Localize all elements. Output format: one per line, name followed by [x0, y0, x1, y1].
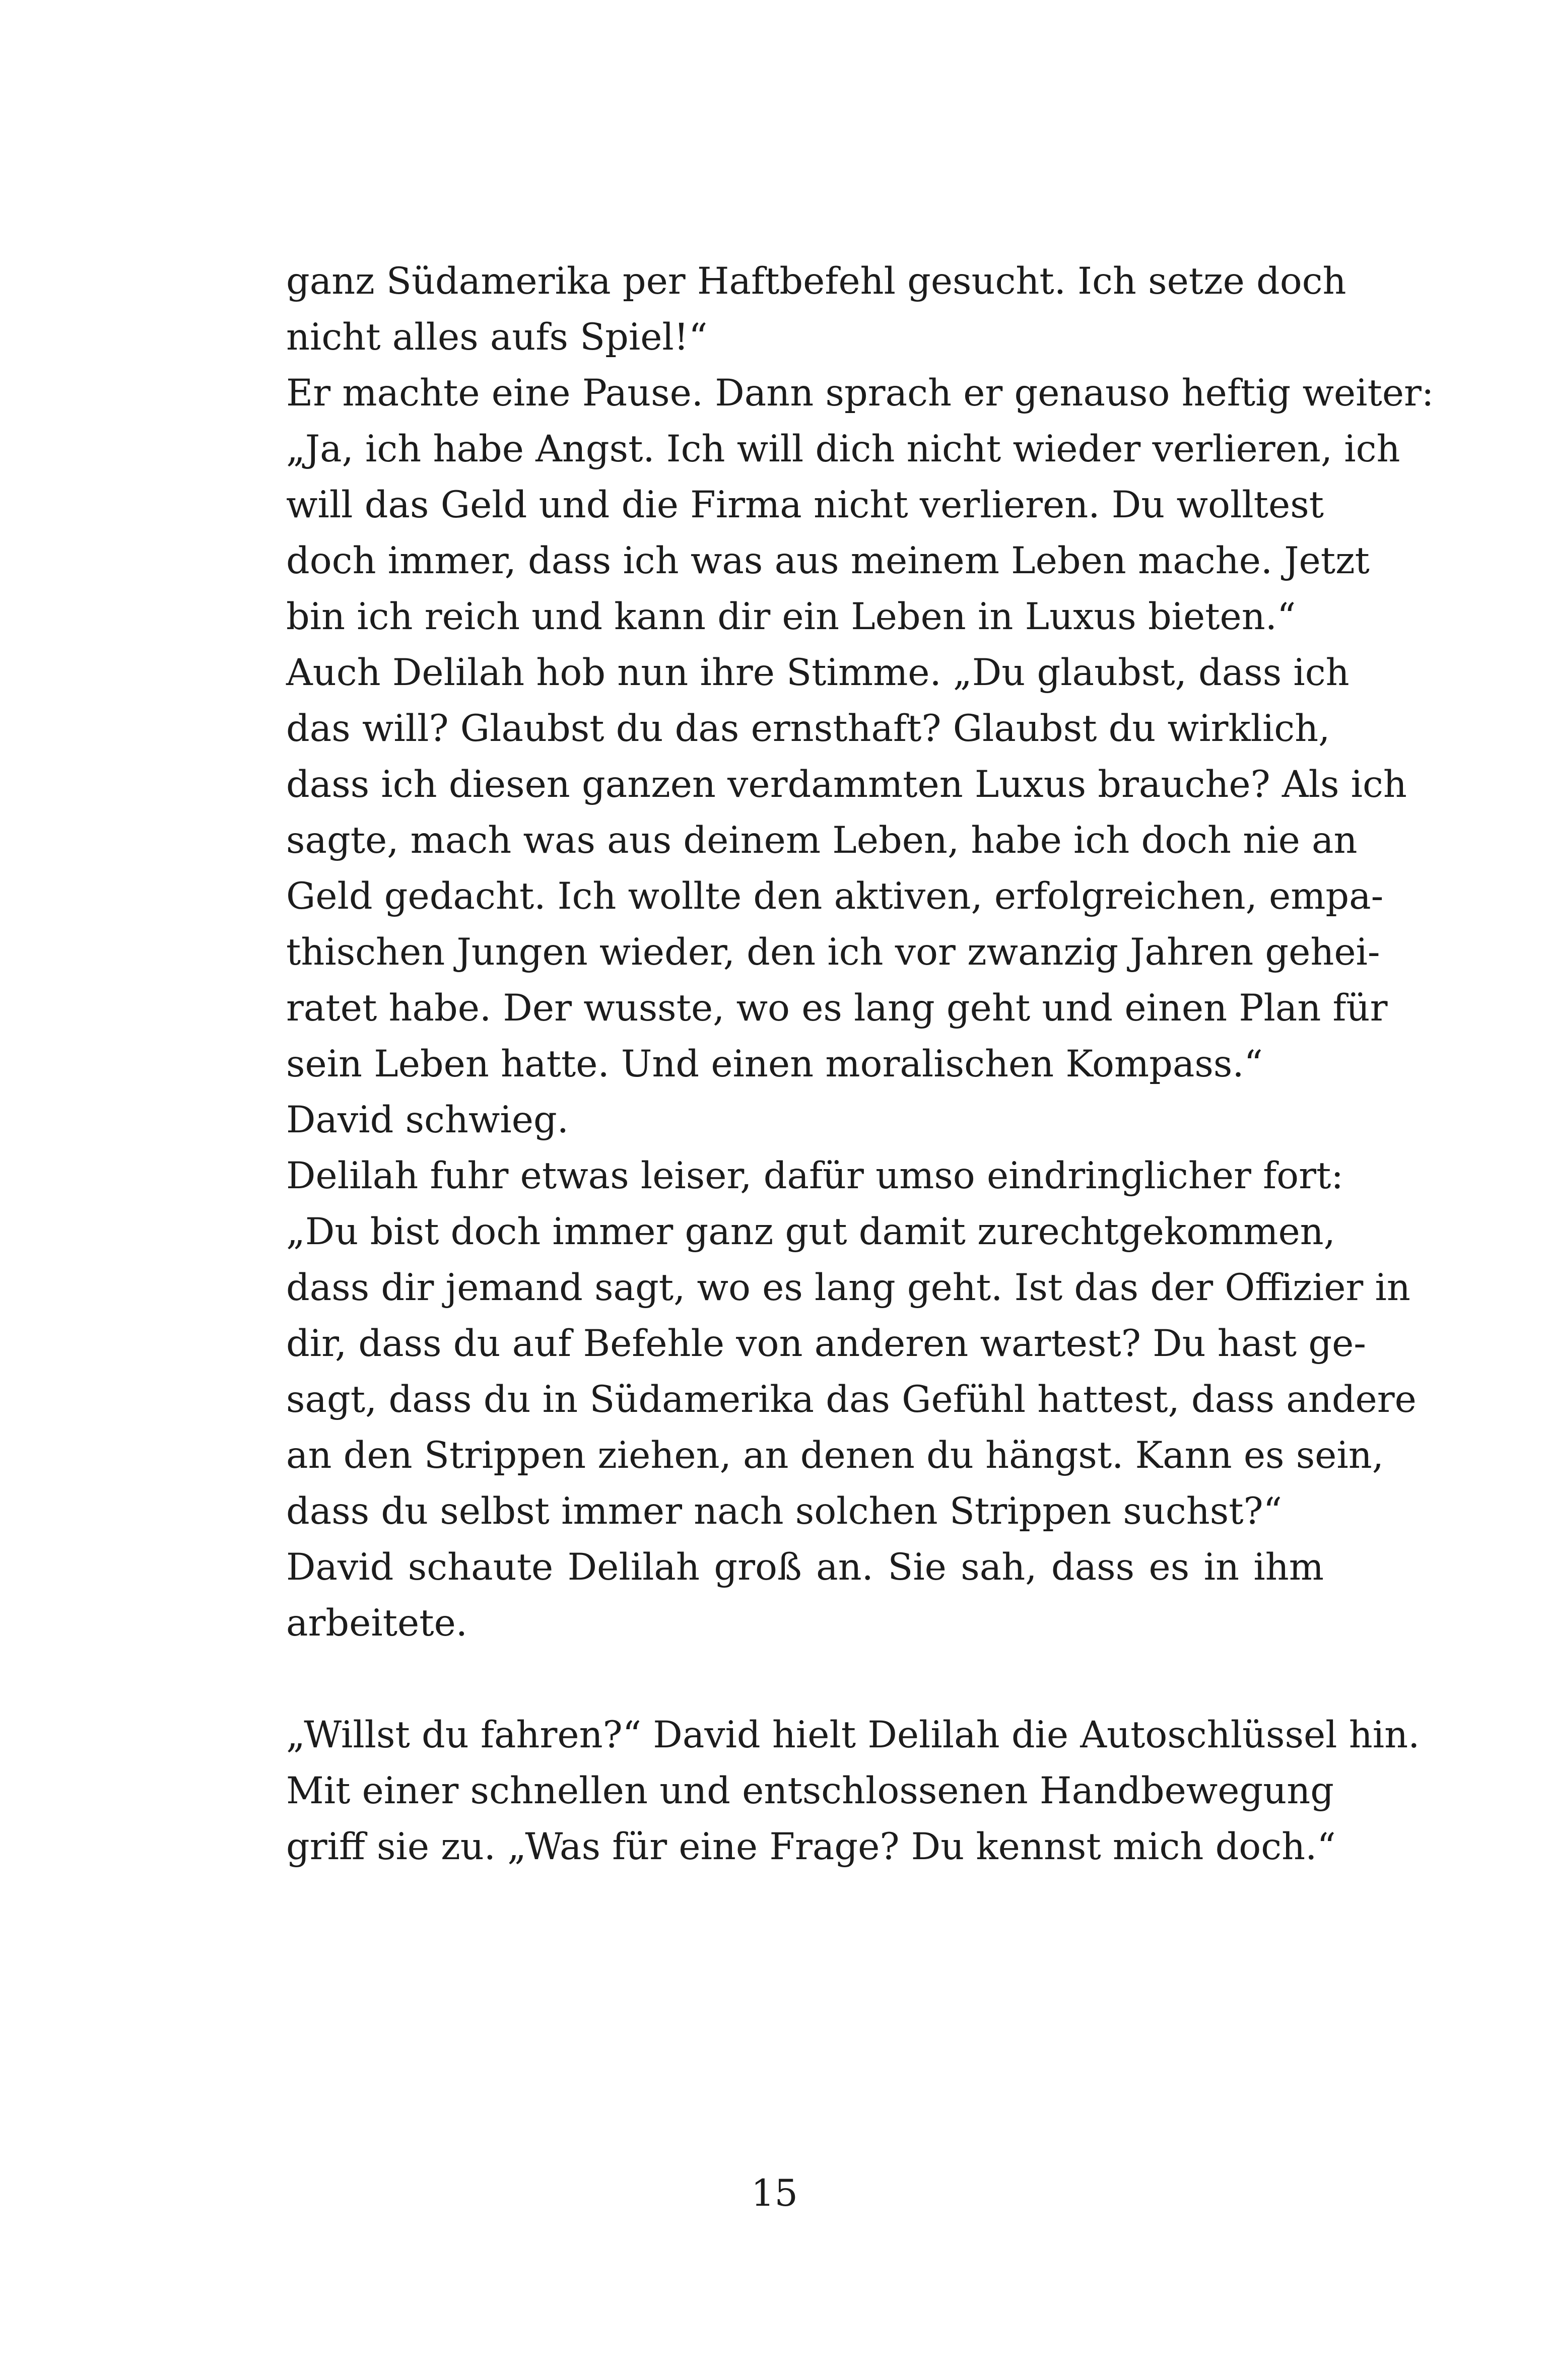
paragraph: [286, 645, 1407, 1092]
text-line: an den Strippen ziehen, an denen du hängst. Kann es sein,: [286, 1434, 1384, 1477]
text-line: Geld gedacht. Ich wollte den aktiven, erfolgreichen, empa-: [286, 875, 1384, 918]
text-line: „Willst du fahren?“ David hielt Delilah die Autoschlüssel hin.: [286, 1714, 1420, 1756]
text-line: „Ja, ich habe Angst. Ich will dich nicht wieder verlieren, ich: [286, 428, 1400, 470]
text-line: griff sie zu. „Was für eine Frage? Du kennst mich doch.“: [286, 1825, 1336, 1868]
text-line: Mit einer schnellen und entschlossenen Handbewegung: [286, 1770, 1334, 1812]
text-line: nicht alles aufs Spiel!“: [286, 316, 708, 359]
text-line: David schwieg.: [286, 1099, 569, 1141]
paragraph: [286, 1707, 1420, 1875]
page-number: 15: [751, 2172, 798, 2215]
text-line: will das Geld und die Firma nicht verlieren. Du wolltest: [286, 484, 1324, 526]
paragraph: [286, 253, 1346, 365]
paragraph: [286, 365, 1434, 645]
text-line: sein Leben hatte. Und einen moralischen Kompass.“: [286, 1043, 1263, 1085]
text-line: thischen Jungen wieder, den ich vor zwanzig Jahren gehei-: [286, 931, 1380, 974]
paragraph: [286, 1148, 1417, 1539]
text-line: sagte, mach was aus deinem Leben, habe ich doch nie an: [286, 819, 1358, 862]
text-line: David schaute Delilah groß an. Sie sah, dass es in ihm: [286, 1546, 1324, 1589]
text-line: „Du bist doch immer ganz gut damit zurechtgekommen,: [286, 1210, 1335, 1253]
text-line: ratet habe. Der wusste, wo es lang geht und einen Plan für: [286, 987, 1388, 1030]
paragraph: [286, 1092, 1324, 1148]
body-text: [286, 253, 1434, 1875]
text-line: das will? Glaubst du das ernsthaft? Glaubst du wirklich,: [286, 707, 1330, 750]
text-line: arbeitete.: [286, 1602, 467, 1645]
text-line: dass du selbst immer nach solchen Strippen suchst?“: [286, 1490, 1282, 1533]
text-line: dass ich diesen ganzen verdammten Luxus brauche? Als ich: [286, 763, 1407, 806]
text-line: doch immer, dass ich was aus meinem Leben mache. Jetzt: [286, 539, 1370, 582]
text-line: Auch Delilah hob nun ihre Stimme. „Du glaubst, dass ich: [286, 651, 1350, 694]
text-line: dass dir jemand sagt, wo es lang geht. Ist das der Offizier in: [286, 1266, 1410, 1309]
text-line: ganz Südamerika per Haftbefehl gesucht. Ich setze doch: [286, 260, 1346, 303]
text-line: dir, dass du auf Befehle von anderen wartest? Du hast ge-: [286, 1322, 1366, 1365]
text-line: Er machte eine Pause. Dann sprach er genauso heftig weiter:: [286, 372, 1434, 415]
text-line: Delilah fuhr etwas leiser, dafür umso eindringlicher fort:: [286, 1154, 1343, 1197]
paragraph-spacer: [286, 1651, 1324, 1707]
paragraph: [286, 1539, 1324, 1651]
text-line: bin ich reich und kann dir ein Leben in Luxus bieten.“: [286, 595, 1296, 638]
text-line: sagt, dass du in Südamerika das Gefühl hattest, dass andere: [286, 1378, 1417, 1421]
